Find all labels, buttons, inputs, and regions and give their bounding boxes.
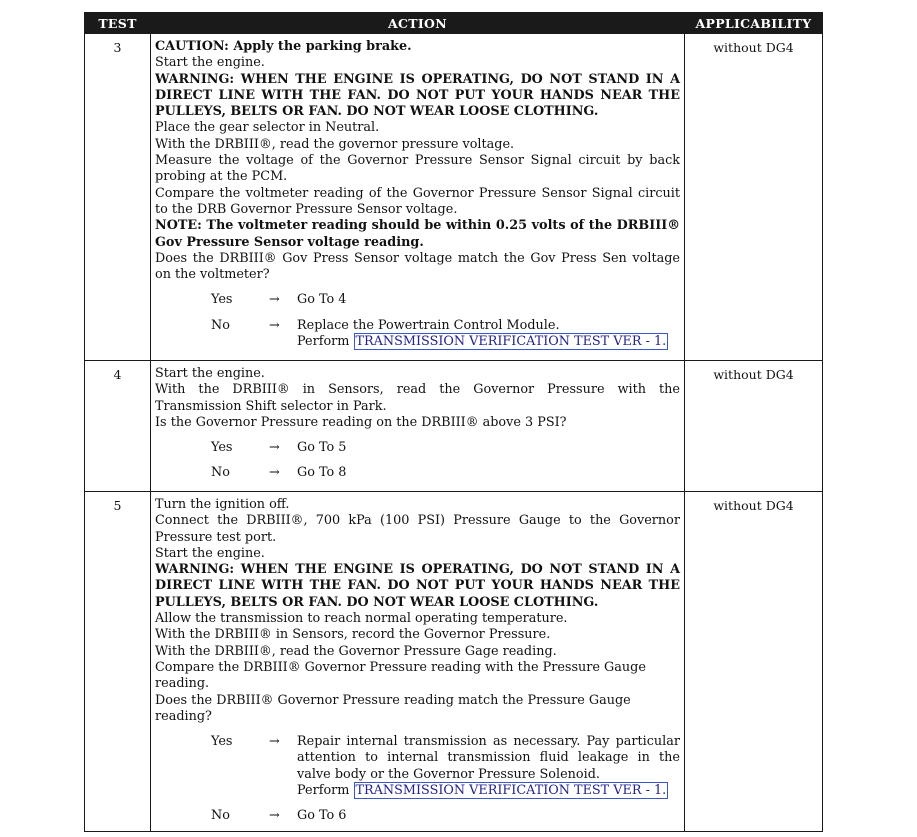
action-line: Connect the DRBIII®, 700 kPa (100 PSI) Pressure Gauge to the Governor Pressure test port. [155, 513, 680, 545]
note-text: NOTE: The voltmeter reading should be within 0.25 volts of the DRBIII® Gov Pressure Sensor voltage reading. [155, 218, 680, 250]
action-line: Start the engine. [155, 55, 265, 71]
action-line: Start the engine. [155, 366, 265, 381]
yes-result: Go To 4 [297, 292, 347, 308]
test-number: 4 [85, 361, 151, 492]
no-result: Go To 8 [297, 465, 347, 481]
test-number: 5 [85, 492, 151, 832]
question-line: Does the DRBIII® Governor Pressure reading match the Pressure Gauge reading? [155, 692, 631, 724]
action-line: With the DRBIII®, read the Governor Pressure Gage reading. [155, 643, 557, 659]
question-line: Is the Governor Pressure reading on the DRBIII® above 3 PSI? [155, 414, 567, 430]
action-line: Turn the ignition off. [155, 497, 290, 512]
yes-label: Yes [211, 440, 233, 456]
arrow-icon: → [269, 440, 280, 456]
action-line: With the DRBIII® in Sensors, record the Governor Pressure. [155, 627, 551, 643]
applicability-cell: without DG4 [685, 34, 823, 361]
yes-result: Go To 5 [297, 440, 347, 456]
arrow-icon: → [269, 465, 280, 481]
yes-label: Yes [211, 734, 233, 750]
warning-text: WARNING: WHEN THE ENGINE IS OPERATING, DO NOT STAND IN A DIRECT LINE WITH THE FAN. DO NOT PUT YOUR HANDS NEAR THE PULLEYS, BELTS OR FAN. DO NOT WEAR LOOSE CLOTHING. [155, 562, 680, 610]
verification-test-link[interactable]: TRANSMISSION VERIFICATION TEST VER - 1. [355, 334, 667, 350]
action-cell [151, 361, 685, 492]
no-answer [155, 808, 680, 824]
no-label: No [211, 808, 230, 824]
no-result: Go To 6 [297, 808, 347, 824]
action-line: Place the gear selector in Neutral. [155, 120, 380, 136]
applicability-cell: without DG4 [685, 492, 823, 832]
table-row [85, 361, 823, 492]
no-answer [155, 318, 680, 351]
arrow-icon: → [269, 317, 280, 333]
action-line: Start the engine. [155, 545, 265, 561]
table-row [85, 492, 823, 832]
verification-test-link[interactable]: TRANSMISSION VERIFICATION TEST VER - 1. [355, 783, 667, 799]
header-applicability: APPLICABILITY [685, 13, 823, 34]
no-answer [155, 465, 680, 481]
header-test: TEST [85, 13, 151, 34]
caution-line: CAUTION: Apply the parking brake. [155, 39, 412, 54]
header-row [85, 13, 823, 34]
action-cell [151, 492, 685, 832]
yes-answer [155, 734, 680, 799]
test-number: 3 [85, 34, 151, 361]
arrow-icon: → [269, 292, 280, 308]
perform-label: Perform [297, 334, 350, 350]
action-line: With the DRBIII® in Sensors, read the Governor Pressure with the Transmission Shift selector in Park. [155, 382, 680, 414]
no-label: No [211, 465, 230, 481]
action-line: Allow the transmission to reach normal operating temperature. [155, 611, 568, 627]
yes-answer [155, 292, 680, 308]
warning-text: WARNING: WHEN THE ENGINE IS OPERATING, DO NOT STAND IN A DIRECT LINE WITH THE FAN. DO NOT PUT YOUR HANDS NEAR THE PULLEYS, BELTS OR FAN. DO NOT WEAR LOOSE CLOTHING. [155, 71, 680, 120]
header-action: ACTION [151, 13, 685, 34]
yes-answer [155, 440, 680, 456]
action-line: With the DRBIII®, read the governor pressure voltage. [155, 136, 515, 152]
no-result: Replace the Powertrain Control Module. [297, 317, 560, 333]
yes-result: Repair internal transmission as necessary. Pay particular attention to internal transmission fluid leakage in the valve body or the Governor Pressure Solenoid. [297, 734, 680, 782]
action-line: Compare the DRBIII® Governor Pressure reading with the Pressure Gauge reading. [155, 659, 646, 692]
table-row [85, 34, 823, 361]
yes-label: Yes [211, 292, 233, 308]
arrow-icon: → [269, 808, 280, 824]
perform-label: Perform [297, 783, 350, 799]
question-line: Does the DRBIII® Gov Press Sensor voltage match the Gov Press Sen voltage on the voltmeter? [155, 250, 680, 283]
applicability-cell: without DG4 [685, 361, 823, 492]
arrow-icon: → [269, 734, 280, 750]
procedure-table [84, 12, 823, 832]
action-line: Measure the voltage of the Governor Pressure Sensor Signal circuit by back probing at the PCM. [155, 153, 680, 185]
no-label: No [211, 317, 230, 333]
action-cell [151, 34, 685, 361]
action-line: Compare the voltmeter reading of the Governor Pressure Sensor Signal circuit to the DRB Governor Pressure Sensor voltage. [155, 185, 680, 217]
